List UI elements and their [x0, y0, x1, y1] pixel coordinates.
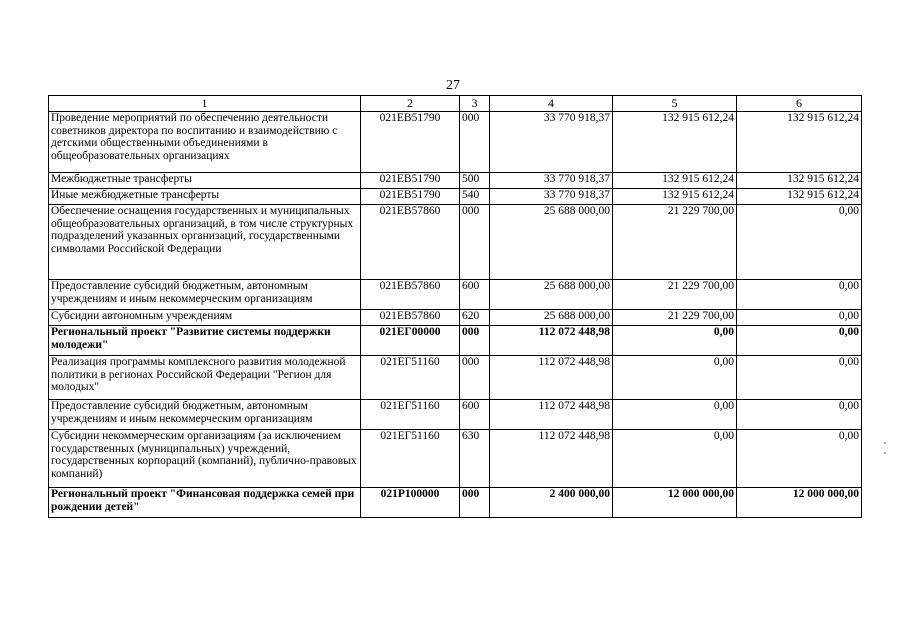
table-row: [49, 189, 862, 205]
row-code-cell: 021ЕГ00000: [361, 326, 460, 356]
row-code-cell: 021ЕГ51160: [361, 400, 460, 430]
row-value-6-cell: 0,00: [737, 356, 862, 400]
row-value-5-cell: 21 229 700,00: [613, 280, 737, 310]
header-cell-4: 4: [490, 96, 613, 112]
row-code-cell: 021ЕВ51790: [361, 173, 460, 189]
row-value-5-cell: 21 229 700,00: [613, 205, 737, 280]
page-number: 27: [446, 78, 460, 93]
row-value-5-cell: 12 000 000,00: [613, 488, 737, 518]
row-value-4-cell: 2 400 000,00: [490, 488, 613, 518]
header-cell-2: 2: [361, 96, 460, 112]
scan-speck: [884, 452, 886, 454]
budget-table: [48, 95, 862, 518]
row-code-cell: 021ЕВ51790: [361, 189, 460, 205]
table-row: [49, 310, 862, 326]
row-expense-type-cell: 000: [460, 326, 490, 356]
row-expense-type-cell: 000: [460, 488, 490, 518]
header-cell-1: 1: [49, 96, 361, 112]
scan-speck: [884, 442, 886, 444]
row-value-4-cell: 112 072 448,98: [490, 400, 613, 430]
header-cell-5: 5: [613, 96, 737, 112]
row-value-4-cell: 25 688 000,00: [490, 310, 613, 326]
row-name-cell: Межбюджетные трансферты: [49, 173, 361, 189]
header-cell-6: 6: [737, 96, 862, 112]
table-row: [49, 280, 862, 310]
row-expense-type-cell: 500: [460, 173, 490, 189]
row-value-5-cell: 0,00: [613, 430, 737, 488]
row-name-cell: Региональный проект "Финансовая поддержка семей при рождении детей": [49, 488, 361, 518]
row-expense-type-cell: 000: [460, 356, 490, 400]
table-row: [49, 488, 862, 518]
row-code-cell: 021Р100000: [361, 488, 460, 518]
row-value-6-cell: 12 000 000,00: [737, 488, 862, 518]
row-value-5-cell: 132 915 612,24: [613, 173, 737, 189]
row-code-cell: 021ЕГ51160: [361, 356, 460, 400]
row-value-5-cell: 132 915 612,24: [613, 112, 737, 173]
table-row: [49, 112, 862, 173]
table-row: [49, 356, 862, 400]
row-code-cell: 021ЕВ51790: [361, 112, 460, 173]
row-value-6-cell: 0,00: [737, 280, 862, 310]
row-value-6-cell: 132 915 612,24: [737, 189, 862, 205]
header-cell-3: 3: [460, 96, 490, 112]
row-value-6-cell: 132 915 612,24: [737, 173, 862, 189]
header-row: [49, 96, 862, 112]
row-value-4-cell: 33 770 918,37: [490, 189, 613, 205]
row-expense-type-cell: 540: [460, 189, 490, 205]
row-value-5-cell: 0,00: [613, 356, 737, 400]
row-name-cell: Иные межбюджетные трансферты: [49, 189, 361, 205]
row-expense-type-cell: 000: [460, 112, 490, 173]
row-value-4-cell: 112 072 448,98: [490, 356, 613, 400]
table-row: [49, 205, 862, 280]
row-code-cell: 021ЕВ57860: [361, 205, 460, 280]
row-name-cell: Региональный проект "Развитие системы поддержки молодежи": [49, 326, 361, 356]
row-name-cell: Проведение мероприятий по обеспечению деятельности советников директора по воспитанию и взаимодействию с детскими общественными объединениями в общеобразовательных организациях: [49, 112, 361, 173]
row-value-6-cell: 0,00: [737, 430, 862, 488]
row-name-cell: Субсидии некоммерческим организациям (за исключением государственных (муниципальных) учреждений, государственных корпораций (компаний), публично-правовых компаний): [49, 430, 361, 488]
table-row: [49, 173, 862, 189]
row-value-4-cell: 25 688 000,00: [490, 280, 613, 310]
row-expense-type-cell: 630: [460, 430, 490, 488]
row-code-cell: 021ЕВ57860: [361, 280, 460, 310]
row-value-6-cell: 0,00: [737, 400, 862, 430]
row-value-5-cell: 0,00: [613, 400, 737, 430]
row-name-cell: Предоставление субсидий бюджетным, автономным учреждениям и иным некоммерческим организациям: [49, 280, 361, 310]
row-expense-type-cell: 620: [460, 310, 490, 326]
row-name-cell: Обеспечение оснащения государственных и муниципальных общеобразовательных организаций, в том числе структурных подразделений указанных организаций, государственными символами Российской Федерации: [49, 205, 361, 280]
row-code-cell: 021ЕВ57860: [361, 310, 460, 326]
row-value-4-cell: 33 770 918,37: [490, 112, 613, 173]
row-name-cell: Предоставление субсидий бюджетным, автономным учреждениям и иным некоммерческим организациям: [49, 400, 361, 430]
row-value-5-cell: 0,00: [613, 326, 737, 356]
row-value-5-cell: 21 229 700,00: [613, 310, 737, 326]
row-value-5-cell: 132 915 612,24: [613, 189, 737, 205]
table-row: [49, 430, 862, 488]
row-value-4-cell: 25 688 000,00: [490, 205, 613, 280]
row-expense-type-cell: 600: [460, 400, 490, 430]
row-expense-type-cell: 000: [460, 205, 490, 280]
row-value-4-cell: 112 072 448,98: [490, 326, 613, 356]
table-row: [49, 326, 862, 356]
row-value-4-cell: 33 770 918,37: [490, 173, 613, 189]
row-value-6-cell: 132 915 612,24: [737, 112, 862, 173]
row-value-4-cell: 112 072 448,98: [490, 430, 613, 488]
row-value-6-cell: 0,00: [737, 310, 862, 326]
row-name-cell: Реализация программы комплексного развития молодежной политики в регионах Российской Федерации "Регион для молодых": [49, 356, 361, 400]
row-code-cell: 021ЕГ51160: [361, 430, 460, 488]
row-value-6-cell: 0,00: [737, 326, 862, 356]
row-name-cell: Субсидии автономным учреждениям: [49, 310, 361, 326]
row-expense-type-cell: 600: [460, 280, 490, 310]
table-row: [49, 400, 862, 430]
row-value-6-cell: 0,00: [737, 205, 862, 280]
